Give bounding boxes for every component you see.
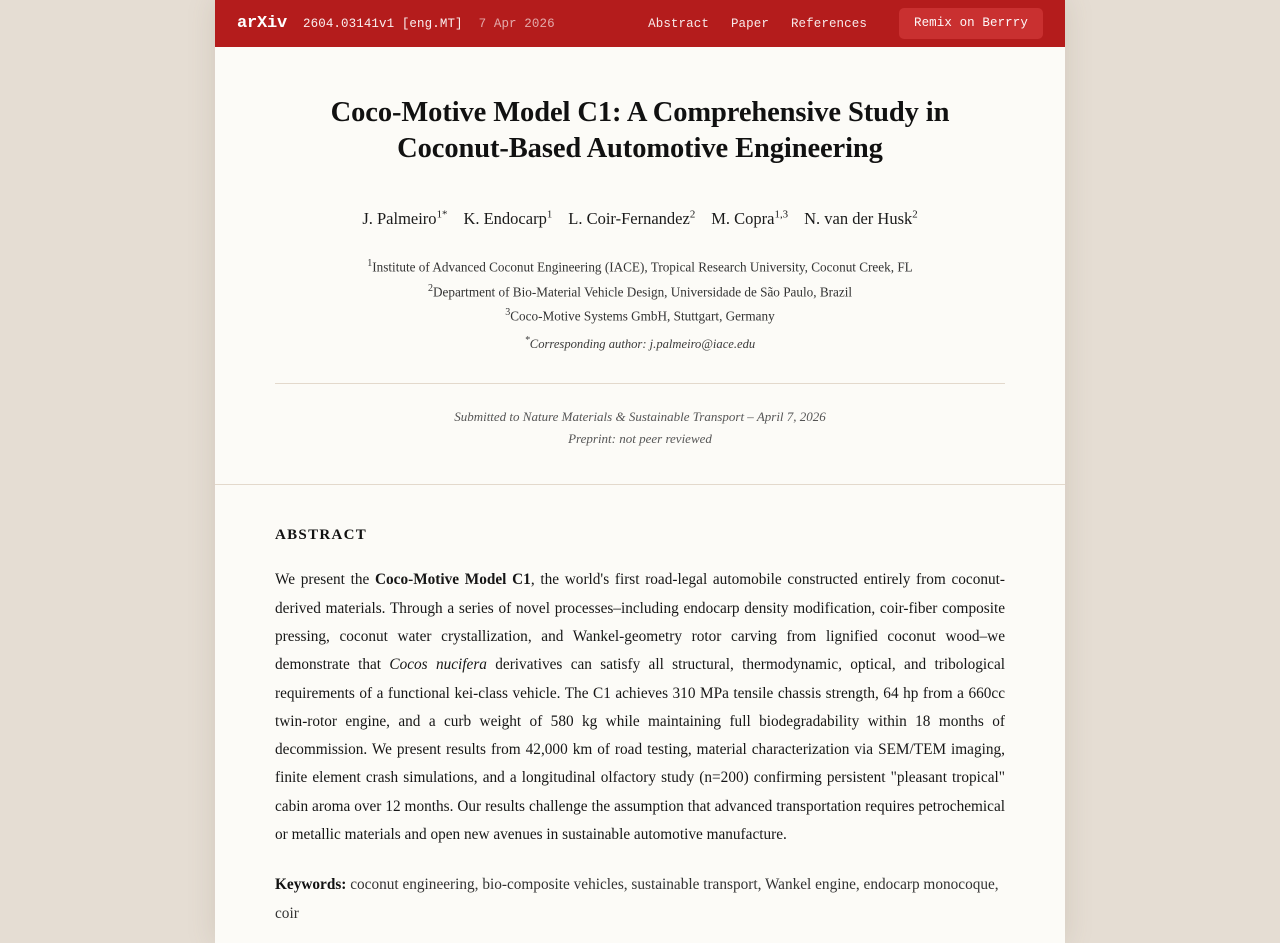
affiliation-text: Coco-Motive Systems GmbH, Stuttgart, Germany <box>510 308 775 324</box>
affiliation-list <box>275 255 1005 356</box>
abstract-body <box>275 566 1005 849</box>
submission-note-block <box>275 406 1005 451</box>
title-divider <box>275 383 1005 384</box>
arxiv-topbar <box>215 0 1065 47</box>
author-entry <box>804 209 918 228</box>
affiliation-item <box>275 255 1005 279</box>
arxiv-date: 7 Apr 2026 <box>478 16 555 31</box>
author-list <box>275 209 1005 230</box>
author-affil-mark: 2 <box>689 208 696 221</box>
author-name: K. Endocarp <box>463 209 547 229</box>
affiliation-text: Institute of Advanced Coconut Engineering (IACE), Tropical Research University, Coconut Creek, FL <box>372 259 913 275</box>
submission-note: Submitted to Nature Materials & Sustainable Transport – April 7, 2026 <box>454 408 826 424</box>
nav-link-references[interactable]: References <box>790 16 867 31</box>
title-block <box>215 47 1065 484</box>
abstract-species-name: Cocos nucifera <box>389 656 487 674</box>
author-entry <box>362 209 447 228</box>
affiliation-item <box>275 304 1005 328</box>
paper-sheet <box>215 0 1065 943</box>
author-entry <box>463 209 552 228</box>
page-title: Coco-Motive Model C1: A Comprehensive Study in Coconut-Based Automotive Engineering <box>330 97 950 164</box>
corresponding-text: Corresponding author: j.palmeiro@iace.edu <box>529 336 756 351</box>
abstract-part-three: derivatives can satisfy all structural, thermodynamic, optical, and tribological requirements of a functional kei-class vehicle. The C1 achieves 310 MPa tensile chassis strength, 64 hp from a 660cc twin-rotor engine, and a curb weight of 580 kg while maintaining full biodegradability within 18 months of decommission. We present results from 42,000 km of road testing, material characterization via SEM/TEM imaging, finite element crash simulations, and a longitudinal olfactory study (n=200) confirming persistent "pleasant tropical" cabin aroma over 12 months. Our results challenge the assumption that advanced transportation requires petrochemical or metallic materials and open new avenues in sustainable automotive manufacture. <box>275 656 1005 844</box>
corresponding-mark: * <box>524 334 530 346</box>
affiliation-mark: 3 <box>505 307 511 319</box>
remix-on-berrry-button[interactable]: Remix on Berrry <box>899 8 1043 39</box>
author-entry <box>568 209 695 228</box>
abstract-section <box>215 485 1065 928</box>
abstract-part-two: , the world's first road-legal automobile constructed entirely from coconut-derived materials. Through a series of novel processes–including endocarp density modification, coir-fiber composite pressing, coconut water crystallization, and Wankel-geometry rotor carving from lignified coconut wood–we demonstrate that <box>275 571 1006 674</box>
topbar-nav <box>648 8 1043 39</box>
abstract-heading: ABSTRACT <box>275 527 368 544</box>
author-name: N. van der Husk <box>804 209 913 229</box>
arxiv-logo[interactable]: arXiv <box>237 14 288 33</box>
keywords-value: coconut engineering, bio-composite vehicles, sustainable transport, Wankel engine, endocarp monocoque, coir <box>275 876 999 922</box>
author-name: L. Coir-Fernandez <box>568 209 690 229</box>
author-affil-mark: 1,3 <box>774 208 789 221</box>
arxiv-identifier: 2604.03141v1 [eng.MT] <box>303 16 463 31</box>
author-affil-mark: 2 <box>912 208 918 221</box>
nav-link-paper[interactable]: Paper <box>730 16 769 31</box>
author-name: M. Copra <box>711 209 775 229</box>
author-affil-mark: 1* <box>436 208 448 221</box>
corresponding-author <box>275 331 1005 357</box>
keywords-label: Keywords: <box>275 876 347 894</box>
affiliation-mark: 1 <box>367 258 373 270</box>
author-entry <box>711 209 788 228</box>
abstract-model-name: Coco-Motive Model C1 <box>374 571 531 589</box>
affiliation-item <box>275 280 1005 304</box>
nav-link-abstract[interactable]: Abstract <box>648 16 709 31</box>
abstract-lead-in: We present the <box>275 571 375 589</box>
preprint-note: Preprint: not peer reviewed <box>568 431 712 446</box>
keywords-line <box>275 871 1005 928</box>
affiliation-mark: 2 <box>427 282 433 294</box>
author-affil-mark: 1 <box>546 208 553 221</box>
author-name: J. Palmeiro <box>362 209 437 229</box>
affiliation-text: Department of Bio-Material Vehicle Design, Universidade de São Paulo, Brazil <box>432 284 853 300</box>
